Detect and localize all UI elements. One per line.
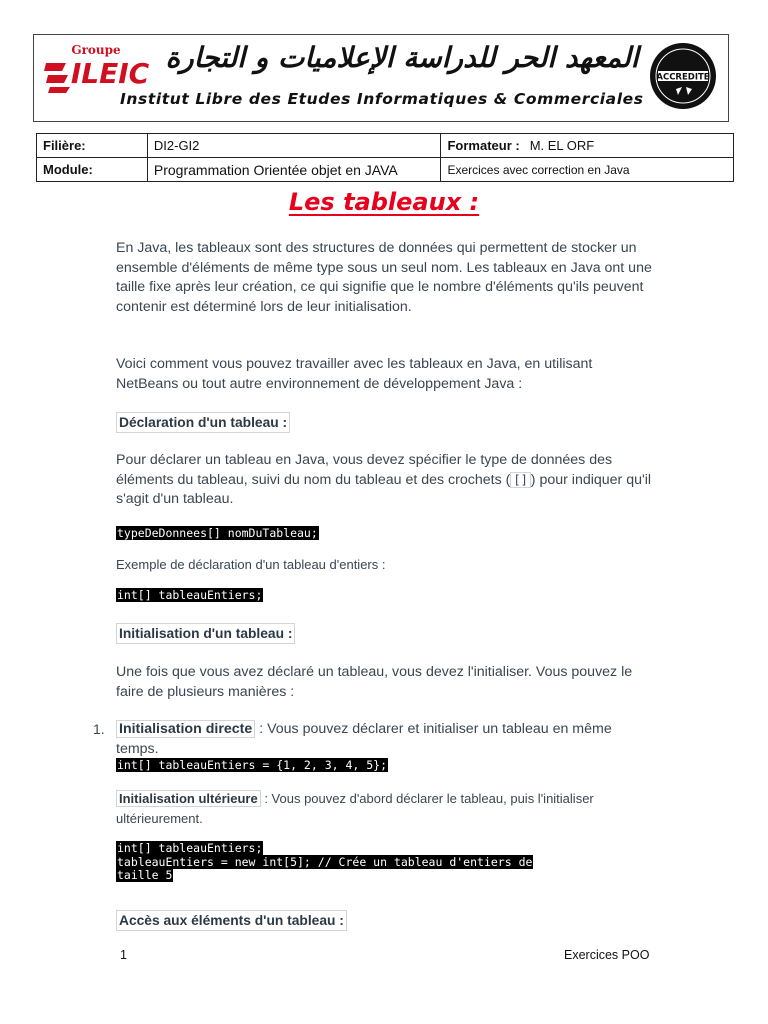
init-direct-paragraph xyxy=(116,720,656,759)
exemple-text: Exemple de déclaration d'un tableau d'entiers : xyxy=(116,557,386,572)
brackets-code: [] xyxy=(510,472,530,488)
arabic-title: المعهد الحر للدراسة الإعلاميات و التجارة xyxy=(165,41,639,74)
code-line: typeDeDonnees[] nomDuTableau; xyxy=(117,526,318,540)
formateur-cell xyxy=(441,134,734,158)
intro-paragraph: En Java, les tableaux sont des structures de données qui permettent de stocker un ensemble d'éléments de même type sous un seul nom. Les tableaux en Java ont une taille fixe après leur création, ce qui signifie que le nombre d'éléments qu'ils peuvent contenir est déterminé lors de leur initialisation. xyxy=(116,240,652,315)
code-line: tableauEntiers = new int[5]; // Crée un tableau d'entiers de xyxy=(117,854,533,869)
init-later-text: : Vous pouvez d'abord déclarer le tableau, puis l'initialiser ultérieurement. xyxy=(116,791,594,826)
exercises-value: Exercices avec correction en Java xyxy=(441,158,734,182)
table-row xyxy=(37,134,734,158)
init-direct-text: : Vous pouvez déclarer et initialiser un tableau en même temps. xyxy=(116,721,612,757)
list-number: 1. xyxy=(93,721,105,737)
formateur-value: M. EL ORF xyxy=(529,138,595,153)
code-declaration xyxy=(116,527,319,541)
declaration-text-2: ) pour indiquer qu'il s'agit d'un tableau. xyxy=(116,471,652,507)
document-name: Exercices POO xyxy=(564,948,650,962)
course-info-table xyxy=(36,133,734,182)
accreditation-badge xyxy=(648,41,718,111)
initialisation-heading: Initialisation d'un tableau : xyxy=(116,623,295,644)
badge-text: ACCREDITE xyxy=(656,72,710,83)
logo-text-top: Groupe xyxy=(71,43,121,57)
page-title: Les tableaux : xyxy=(288,188,480,216)
code-direct xyxy=(116,759,388,773)
module-value: Programmation Orientée objet en JAVA xyxy=(147,158,441,182)
logo-text-main: ILEIC xyxy=(70,57,150,90)
module-label: Module: xyxy=(37,158,148,182)
init-later-paragraph xyxy=(116,789,656,829)
ileic-logo xyxy=(44,41,154,97)
code-example xyxy=(116,589,263,603)
page-number: 1 xyxy=(120,948,127,962)
formateur-label: Formateur : xyxy=(447,138,520,153)
access-heading: Accès aux éléments d'un tableau : xyxy=(116,910,347,931)
declaration-paragraph xyxy=(116,451,656,510)
header-banner xyxy=(33,34,729,122)
voici-paragraph: Voici comment vous pouvez travailler avec les tableaux en Java, en utilisant NetBeans ou tout autre environnement de développement Java : xyxy=(116,356,593,392)
french-title: Institut Libre des Etudes Informatiques & Commerciales xyxy=(120,90,644,108)
filiere-value: DI2-GI2 xyxy=(147,134,441,158)
init-direct-label: Initialisation directe xyxy=(116,720,255,738)
table-row xyxy=(37,158,734,182)
declaration-text-1: Pour déclarer un tableau en Java, vous devez spécifier le type de données des éléments du tableau, suivi du nom du tableau et des crochets ( xyxy=(116,452,613,488)
code-later xyxy=(116,842,636,883)
code-line: taille 5 xyxy=(117,868,173,882)
filiere-label: Filière: xyxy=(37,134,148,158)
code-line: int[] tableauEntiers = {1, 2, 3, 4, 5}; xyxy=(117,758,388,772)
code-line: int[] tableauEntiers; xyxy=(117,841,263,855)
declaration-heading: Déclaration d'un tableau : xyxy=(116,412,290,433)
initialisation-paragraph: Une fois que vous avez déclaré un tableau, vous devez l'initialiser. Vous pouvez le faire de plusieurs manières : xyxy=(116,664,633,700)
code-line: int[] tableauEntiers; xyxy=(117,588,263,602)
init-later-label: Initialisation ultérieure xyxy=(116,790,261,807)
